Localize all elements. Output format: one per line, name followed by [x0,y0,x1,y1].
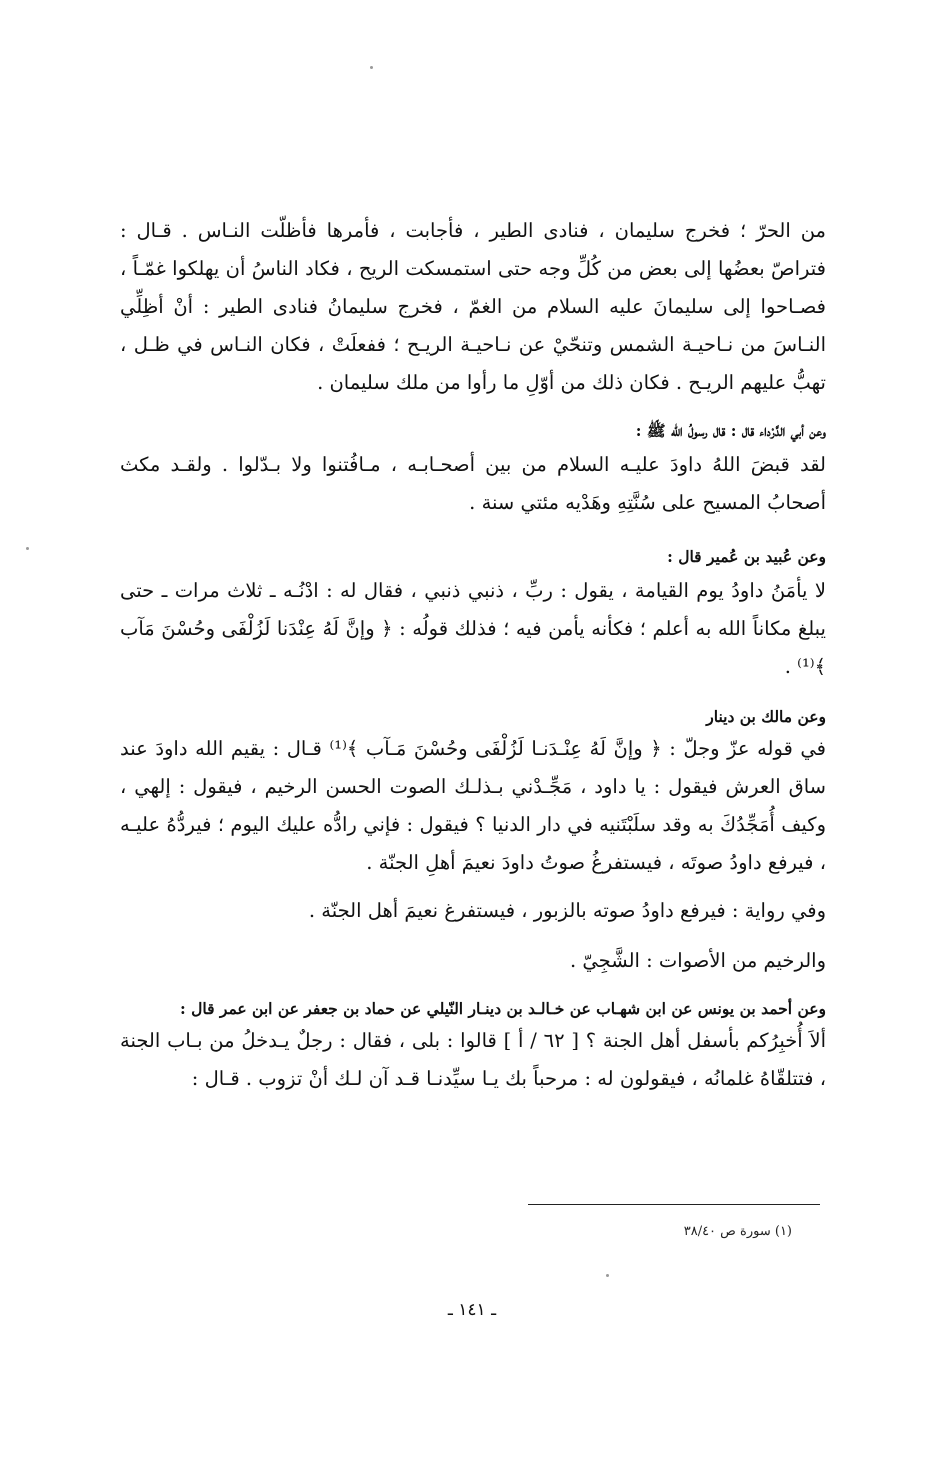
scan-speck [26,547,29,550]
paragraph-david-voice: في قوله عزّ وجلّ : ﴿ وإنَّ لَهُ عِنْـدَنـا لَزُلْفَى وحُسْنَ مَـآب ﴾⁽¹⁾ قـال : يقيم الله داودَ عند ساق العرش فيقول : يا داود ، مَجِّـدْني بـذلـك الصوت الحسن الرخيم ، فيقول : إلهي ، وكيف أُمَجِّدُكَ به وقد سلَبْتَنيه في دار الدنيا ؟ فيقول : فإني رادُّه عليك اليوم ؛ فيردُّهُ عليـه ، فيرفع داودُ صوتَه ، فيستفرغُ صوتُ داودَ نعيمَ أهلِ الجنّة . [120,737,826,874]
paragraph-lowest-paradise: ألاَ أُخبِرُكم بأسفل أهل الجنة ؟ [ ٦٢ / أ ] قالوا : بلى ، فقال : رجلٌ يـدخلُ من بـاب الجنة ، فتتلقّاهُ غلمانُه ، فيقولون له : مرحباً بك يـا سيِّدنـا قـد آن لـك أنْ تزوب . قـال : [120,1029,827,1090]
narration-heading-abu-darda: وعن أبي الدَّرْداء قال : قال رسولُ الله ﷺ : [635,421,826,440]
scan-speck [370,66,373,69]
paragraph-david-companions: لقد قبضَ اللهُ داودَ عليـه السلام من بين أصحـابـه ، مـافُتنوا ولا بـدّلوا . ولقـد مكث أصحابُ المسيح على سُنَّتِهِ وهَدْيه مئتي سنة . [120,453,826,514]
footnote: (١) سورة ص ٣٨/٤٠ [683,1224,792,1239]
scan-speck [606,1274,609,1277]
paragraph-david-judgment-day: لا يأمَنُ داودُ يوم القيامة ، يقول : ربِّ ، ذنبي ذنبي ، فقال له : ادْنُـه ـ ثلاث مرات ـ حتى يبلغ مكاناً الله به أعلم ؛ فكأنه يأمن فيه ؛ فذلك قولُه : ﴿ وإنَّ لَهُ عِنْدَنا لَزُلْفَى وحُسْنَ مَآب ﴾⁽¹⁾ . [120,579,826,678]
main-text [120,212,826,1098]
narration-heading-malik: وعن مالك بن دينار [706,707,826,726]
footnote-divider [528,1204,820,1205]
narration-heading-ubayd: وعن عُبيد بن عُمير قال : [667,547,826,566]
page-number: ـ ١٤١ ـ [447,1300,497,1320]
paragraph-riwaya-zabur: وفي رواية : فيرفع داودُ صوته بالزبور ، فيستفرغ نعيمَ أهل الجنّة . [308,899,826,922]
narration-heading-ibn-umar: وعن أحمد بن يونس عن ابن شهـاب عن خـالـد بن دينـار النّيلي عن حماد بن جعفر عن ابن عمر قال : [179,999,826,1018]
paragraph-solomon-birds: من الحرّ ؛ فخرج سليمان ، فنادى الطير ، فأجابت ، فأمرها فأظلّت النـاس . قـال : فتراصّ بعضُها إلى بعض من كُلِّ وجه حتى استمسكت الريح ، فكاد الناسُ أن يهلكوا غمّـاً ، فصـاحوا إلى سليمانَ عليه السلام من الغمّ ، فخرج سليمانُ فنادى الطير : أنْ أظِلِّي النـاسَ من نـاحيـة الشمس وتنحّيْ عن نـاحيـة الريـح ؛ ففعلَتْ ، فكان النـاس في ظـل ، تهبُّ عليهم الريـح . فكان ذلك من أوّلِ ما رأوا من ملك سليمان . [120,219,826,394]
paragraph-rakhim-definition: والرخيم من الأصوات : الشَّجِيّ . [569,949,826,972]
